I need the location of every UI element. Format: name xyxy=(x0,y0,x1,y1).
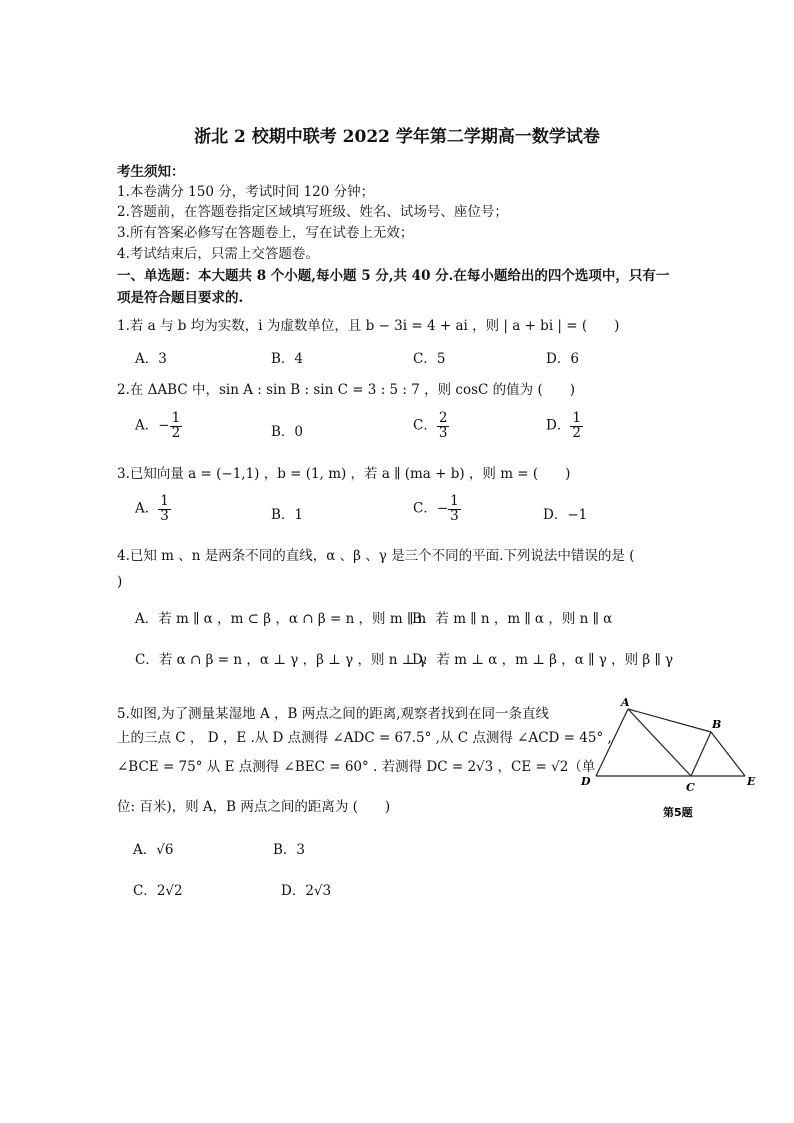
line-ab xyxy=(628,709,711,732)
notice-item: 1.本卷满分 150 分，考试时间 120 分钟； xyxy=(117,184,375,200)
fraction xyxy=(158,495,171,523)
numerator: 2 xyxy=(438,410,448,426)
line-ac xyxy=(628,709,691,776)
q2-option-d-prefix: D． xyxy=(546,417,571,434)
q5-option-c: C．2√2 xyxy=(133,883,183,899)
q1-option-b: B．4 xyxy=(271,351,304,367)
q2-option-a-prefix: A．− xyxy=(135,417,170,434)
fraction xyxy=(437,412,450,440)
label-a: A xyxy=(621,696,630,709)
q1-option-a: A．3 xyxy=(135,351,167,367)
question-4-stem: 4.已知 m 、n 是两条不同的直线，α 、β 、γ 是三个不同的平面.下列说法中错误的是 ( xyxy=(117,548,635,564)
q3-option-c-prefix: C．− xyxy=(413,500,449,517)
figure-caption: 第5题 xyxy=(663,806,693,819)
q5-option-d: D．2√3 xyxy=(281,883,332,899)
q3-option-c xyxy=(413,495,461,523)
notice-heading: 考生须知： xyxy=(117,164,185,180)
geometry-figure xyxy=(570,690,770,825)
q1-option-c: C．5 xyxy=(413,351,446,367)
q2-option-d xyxy=(546,412,583,440)
numerator: 1 xyxy=(572,410,581,426)
question-5-line: 5.如图,为了测量某湿地 A ，B 两点之间的距离,观察者找到在同一条直线 xyxy=(117,706,550,722)
line-bc xyxy=(691,732,711,776)
page-title: 浙北 2 校期中联考 2022 学年第二学期高一数学试卷 xyxy=(194,127,600,147)
notice-item: 3.所有答案必修写在答题卷上，写在试卷上无效； xyxy=(117,225,414,241)
question-5-line: 上的三点 C ， D ，E .从 D 点测得 ∠ADC = 67.5° ,从 C 点测得 ∠ACD = 45° , xyxy=(117,730,612,746)
question-5-line: 位: 百米)，则 A，B 两点之间的距离为 ( ) xyxy=(117,799,391,815)
q4-option-c: C．若 α ∩ β = n ，α ⊥ γ ，β ⊥ γ ，则 n ⊥ γ xyxy=(135,652,427,668)
line-be xyxy=(711,732,745,776)
numerator: 1 xyxy=(160,493,169,509)
section-heading-cont: 项是符合题目要求的. xyxy=(117,290,244,306)
fraction xyxy=(570,412,583,440)
q4-option-b: B．若 m ∥ n ，m ∥ α ，则 n ∥ α xyxy=(412,611,613,627)
notice-item: 2.答题前，在答题卷指定区域填写班级、姓名、试场号、座位号； xyxy=(117,204,508,220)
q3-option-a-prefix: A． xyxy=(135,500,159,517)
q5-option-a: A．√6 xyxy=(133,842,174,858)
q3-option-a xyxy=(135,495,171,523)
question-1-stem: 1.若 a 与 b 均为实数，i 为虚数单位，且 b − 3i = 4 + ai ，则 | a + bi | = ( ) xyxy=(117,318,620,334)
question-5-line: ∠BCE = 75° 从 E 点测得 ∠BEC = 60° . 若测得 DC = 2√3 ，CE = √2（单 xyxy=(117,759,596,775)
notice-item: 4.考试结束后，只需上交答题卷。 xyxy=(117,246,319,262)
label-e: E xyxy=(747,775,756,788)
q4-option-a: A．若 m ∥ α ，m ⊂ β ，α ∩ β = n ，则 m ∥ n xyxy=(135,611,427,627)
numerator: 1 xyxy=(450,493,459,509)
fraction xyxy=(170,412,183,440)
denominator: 2 xyxy=(572,424,581,441)
fraction xyxy=(448,495,461,523)
q2-option-b: B．0 xyxy=(271,424,304,440)
numerator: 1 xyxy=(171,410,181,426)
question-3-stem: 3.已知向量 a = (−1,1) ，b = (1, m) ，若 a ∥ (ma + b) ，则 m = ( ) xyxy=(117,466,571,482)
denominator: 2 xyxy=(171,424,181,441)
q2-option-a xyxy=(135,412,182,440)
label-d: D xyxy=(581,775,591,788)
denominator: 3 xyxy=(438,424,448,441)
q3-option-b: B．1 xyxy=(271,507,304,523)
line-da xyxy=(596,709,628,776)
denominator: 3 xyxy=(160,507,169,524)
label-c: C xyxy=(686,781,695,794)
q2-option-c-prefix: C． xyxy=(413,417,437,434)
q3-option-d: D．−1 xyxy=(543,507,588,523)
denominator: 3 xyxy=(450,507,459,524)
label-b: B xyxy=(712,718,722,731)
q1-option-d: D．6 xyxy=(546,351,579,367)
question-2-stem: 2.在 ΔABC 中，sin A : sin B : sin C = 3 : 5 : 7 ，则 cosC 的值为 ( ) xyxy=(117,382,575,398)
q4-option-d: D．若 m ⊥ α ，m ⊥ β ，α ∥ γ ，则 β ∥ γ xyxy=(412,652,674,668)
q2-option-c xyxy=(413,412,449,440)
section-heading: 一、单选题：本大题共 8 个小题,每小题 5 分,共 40 分.在每小题给出的四个选项中，只有一 xyxy=(117,268,670,284)
q5-option-b: B．3 xyxy=(273,842,306,858)
question-4-stem-end: ) xyxy=(117,574,123,590)
